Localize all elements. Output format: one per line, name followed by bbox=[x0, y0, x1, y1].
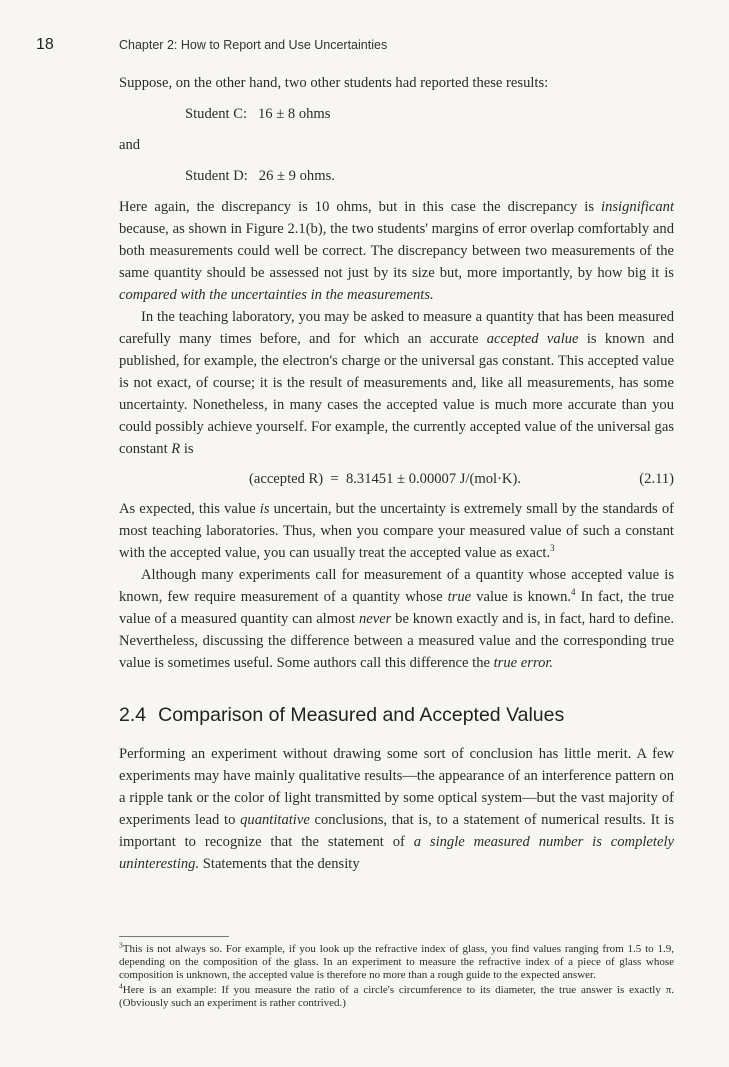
page-body bbox=[119, 72, 674, 875]
footnote-ref-4[interactable]: 4 bbox=[571, 587, 576, 598]
equation-number: (2.11) bbox=[639, 471, 674, 487]
emphasis-is: is bbox=[259, 501, 270, 517]
emphasis-compared: compared with the uncertainties in the measurements. bbox=[119, 287, 434, 303]
and-connector: and bbox=[119, 137, 141, 153]
student-d-result: Student D: 26 ± 9 ohms. bbox=[185, 168, 335, 184]
section-number: 2.4 bbox=[119, 704, 147, 726]
footnotes bbox=[119, 936, 674, 1012]
emphasis-single-number: a single measured number is completely uninteresting. bbox=[119, 834, 674, 872]
equation-2-11 bbox=[119, 468, 674, 490]
emphasis-insignificant: insignificant bbox=[601, 199, 674, 215]
footnote-4: $^4$Here is an example: If you measure the ratio of a circle's circumference to its diameter, the true answer is exactly π. (Obviously such an experiment is rather contrived.) bbox=[119, 981, 674, 1009]
running-head: Chapter 2: How to Report and Use Uncertainties bbox=[119, 38, 388, 52]
student-c-result: Student C: 16 ± 8 ohms bbox=[185, 106, 331, 122]
paragraph-true-value: Although many experiments call for measurement of a quantity whose accepted value is known, few require measurement of a quantity whose true value is known.$^4$ In fact, the true value of a measured quantity can almost never be known exactly and is, in fact, hard to define. Nevertheless, discussing the difference between a measured value and the corresponding true value is sometimes useful. Some authors call this difference the true error. bbox=[119, 567, 674, 671]
paragraph-comparison: Performing an experiment without drawing some sort of conclusion has little merit. A few experiments may have mainly qualitative results—the appearance of an interference pattern on a ripple tank or the color of light transmitted by some optical system—but the vast majority of experiments lead to quantitative conclusions, that is, to a statement of numerical results. It is important to recognize that the statement of a single measured number is completely uninteresting. Statements that the density bbox=[119, 746, 674, 872]
footnote-ref-3[interactable]: 3 bbox=[550, 543, 555, 554]
emphasis-true: true bbox=[447, 589, 472, 605]
paragraph-discrepancy: Here again, the discrepancy is 10 ohms, but in this case the discrepancy is insignificant because, as shown in Figure 2.1(b), the two students' margins of error overlap comfortably and both measurements could well be correct. The discrepancy between two measurements of the same quantity should be assessed not just by its size but, more importantly, by how big it is compared with the uncertainties in the measurements. bbox=[119, 199, 674, 303]
footnote-3: $^3$This is not always so. For example, if you look up the refractive index of glass, you find values ranging from 1.5 to 1.9, depending on the composition of the glass. In an experiment to measure the refractive index of a piece of glass whose composition is unknown, the accepted value is therefore no more than a rough guide to the expected answer. bbox=[119, 940, 674, 981]
emphasis-true-error: true error. bbox=[493, 655, 554, 671]
section-title: Comparison of Measured and Accepted Values bbox=[158, 704, 565, 726]
page-header bbox=[36, 36, 689, 56]
footnote-rule bbox=[119, 936, 229, 937]
variable-r: R bbox=[171, 441, 181, 457]
emphasis-accepted-value: accepted value bbox=[486, 331, 579, 347]
section-heading bbox=[119, 704, 674, 727]
paragraph-uncertain: As expected, this value is uncertain, but the uncertainty is extremely small by the standards of most teaching laboratories. Thus, when you compare your measured value of such a constant with the accepted value, you can usually treat the accepted value as exact.$^3$ bbox=[119, 501, 674, 561]
emphasis-never: never bbox=[358, 611, 392, 627]
equation-body: (accepted R) = 8.31451 ± 0.00007 J/(mol·K). bbox=[249, 471, 521, 487]
paragraph-accepted-value: In the teaching laboratory, you may be asked to measure a quantity that has been measured carefully many times before, and for which an accurate accepted value is known and published, for example, the electron's charge or the universal gas constant. This accepted value is not exact, of course; it is the result of measurements and, like all measurements, has some uncertainty. Nonetheless, in many cases the accepted value is much more accurate than you could possibly achieve yourself. For example, the currently accepted value of the universal gas constant R is bbox=[119, 309, 674, 457]
intro-paragraph: Suppose, on the other hand, two other students had reported these results: bbox=[119, 75, 549, 91]
emphasis-quantitative: quantitative bbox=[240, 812, 310, 828]
page-number: 18 bbox=[36, 36, 54, 53]
